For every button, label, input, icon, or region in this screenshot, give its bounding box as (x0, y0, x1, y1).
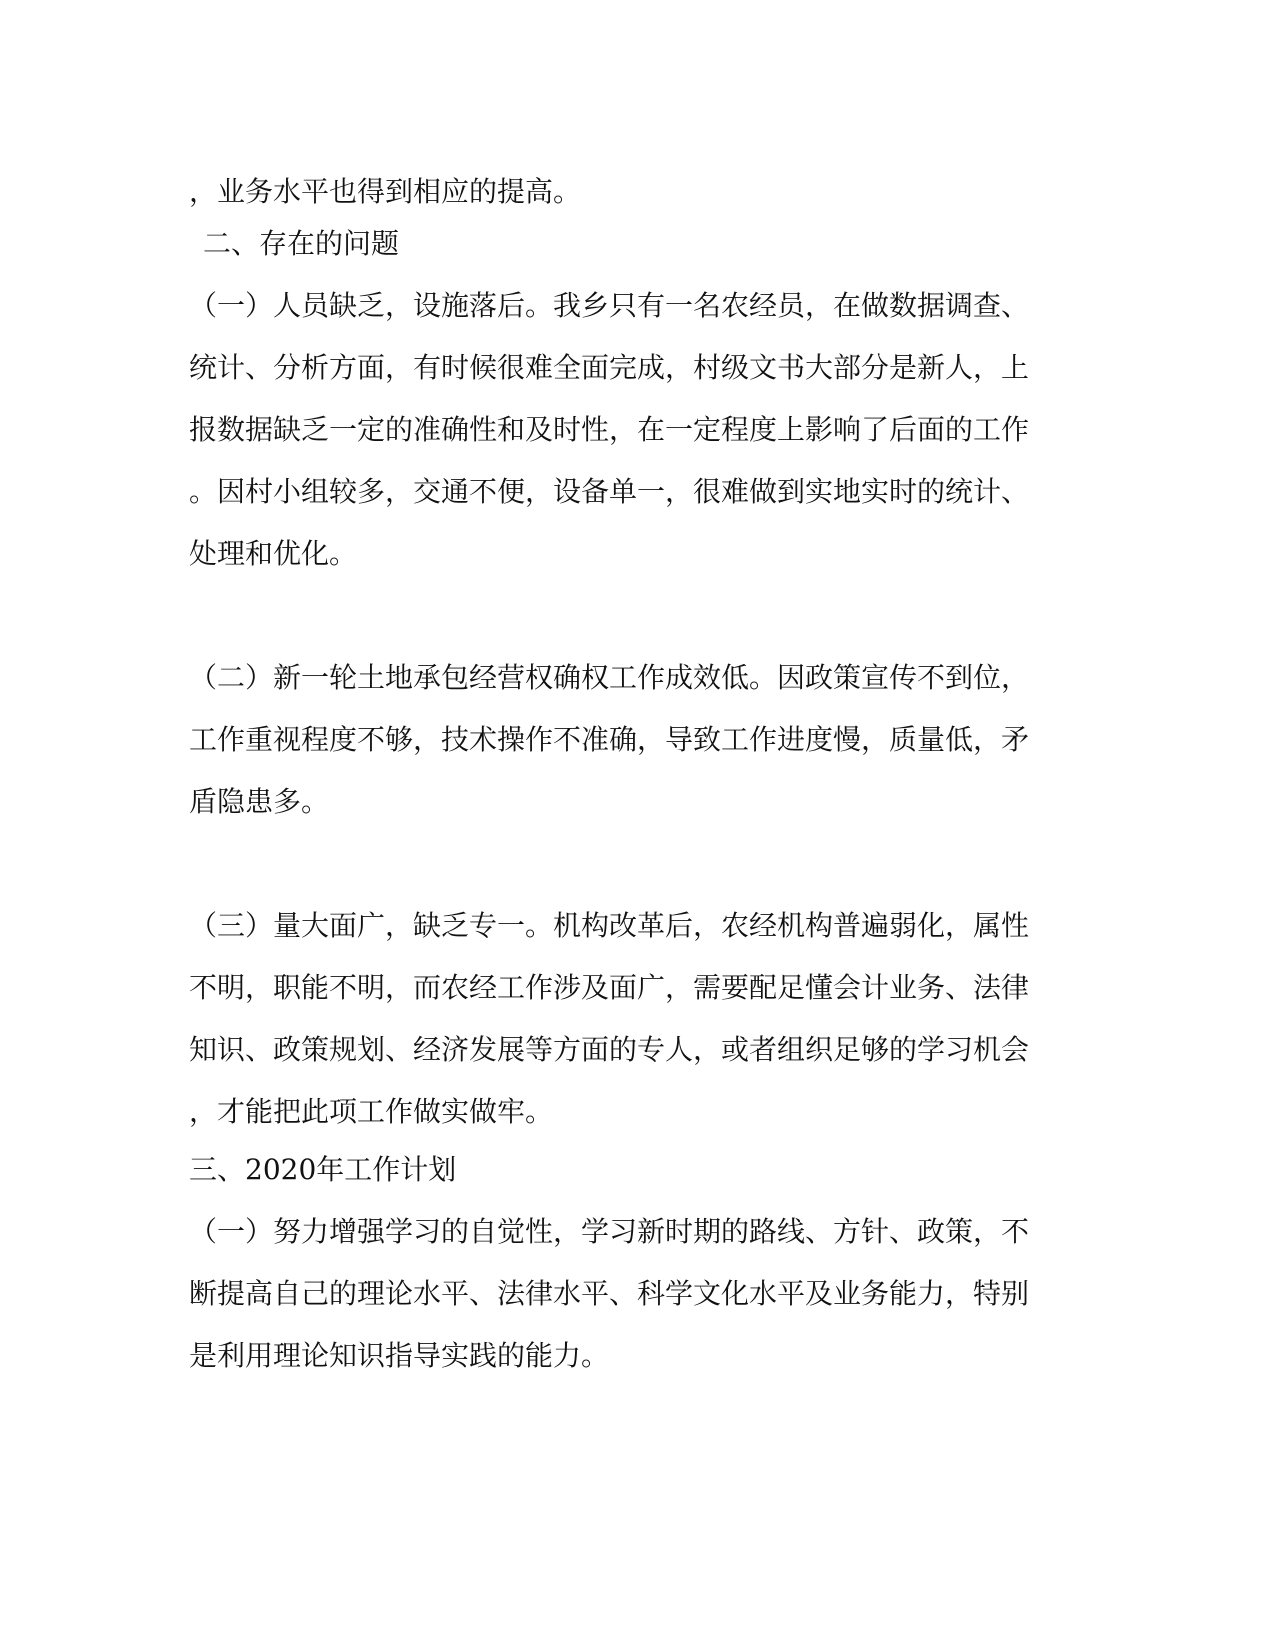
paragraph-line: 。因村小组较多，交通不便，设备单一，很难做到实地实时的统计、 (189, 475, 1030, 508)
section-heading: 二、存在的问题 (203, 227, 400, 260)
paragraph-line: （一）努力增强学习的自觉性，学习新时期的路线、方针、政策，不 (189, 1215, 1030, 1248)
paragraph-line: ，业务水平也得到相应的提高。 (189, 175, 582, 208)
paragraph-line: （一）人员缺乏，设施落后。我乡只有一名农经员，在做数据调查、 (189, 289, 1030, 322)
paragraph-line: 处理和优化。 (189, 537, 358, 570)
paragraph-line: ，才能把此项工作做实做牢。 (189, 1095, 554, 1128)
paragraph-line: （三）量大面广，缺乏专一。机构改革后，农经机构普遍弱化，属性 (189, 909, 1030, 942)
paragraph-line: 知识、政策规划、经济发展等方面的专人，或者组织足够的学习机会 (189, 1033, 1030, 1066)
section-heading: 三、2020年工作计划 (189, 1153, 457, 1186)
paragraph-line: 是利用理论知识指导实践的能力。 (189, 1339, 610, 1372)
paragraph-line: （二）新一轮土地承包经营权确权工作成效低。因政策宣传不到位， (189, 661, 1030, 694)
paragraph-line: 盾隐患多。 (189, 785, 330, 818)
paragraph-line: 统计、分析方面，有时候很难全面完成，村级文书大部分是新人，上 (189, 351, 1030, 384)
paragraph-line: 工作重视程度不够，技术操作不准确，导致工作进度慢，质量低，矛 (189, 723, 1030, 756)
paragraph-line: 不明，职能不明，而农经工作涉及面广，需要配足懂会计业务、法律 (189, 971, 1030, 1004)
paragraph-line: 报数据缺乏一定的准确性和及时性，在一定程度上影响了后面的工作 (189, 413, 1030, 446)
paragraph-line: 断提高自己的理论水平、法律水平、科学文化水平及业务能力，特别 (189, 1277, 1030, 1310)
